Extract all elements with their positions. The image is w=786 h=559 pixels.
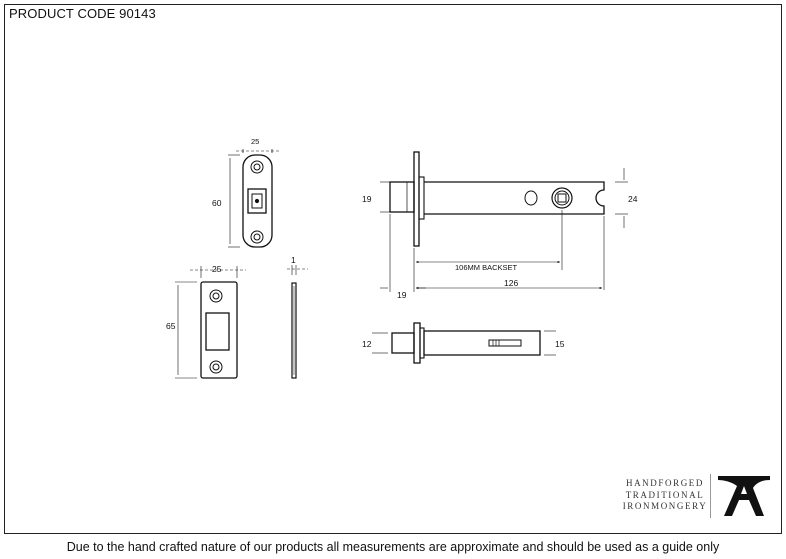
strike-plate-view <box>175 266 246 378</box>
anvil-icon <box>716 474 772 520</box>
dim-backset: 106MM BACKSET <box>455 263 518 272</box>
dim-top-body-height: 15 <box>555 339 565 349</box>
latch-top-view <box>372 323 556 363</box>
logo-line-1: HANDFORGED <box>625 478 704 488</box>
dim-latch-body-height: 24 <box>628 194 638 204</box>
product-code: PRODUCT CODE 90143 <box>9 6 156 21</box>
dim-front-plate-height: 60 <box>212 198 222 208</box>
dim-latch-bolt-height: 19 <box>362 194 372 204</box>
dim-strike-thickness: 1 <box>291 255 296 265</box>
dim-strike-width: 25 <box>212 264 222 274</box>
front-plate-view <box>228 149 279 247</box>
dim-bolt-projection: 19 <box>397 290 407 300</box>
brand-logo <box>622 474 772 520</box>
dim-front-plate-width: 25 <box>251 137 260 146</box>
logo-divider <box>710 474 711 518</box>
logo-line-3: IRONMONGERY <box>622 501 708 511</box>
logo-text <box>622 478 708 513</box>
dim-strike-height: 65 <box>166 321 176 331</box>
dim-overall-length: 126 <box>504 278 519 288</box>
strike-plate-side-view <box>287 265 308 378</box>
dim-top-bolt-height: 12 <box>362 339 372 349</box>
logo-line-2: TRADITIONAL <box>625 489 705 500</box>
disclaimer-text: Due to the hand crafted nature of our products all measurements are approximate and should be used as a guide only <box>66 540 720 554</box>
